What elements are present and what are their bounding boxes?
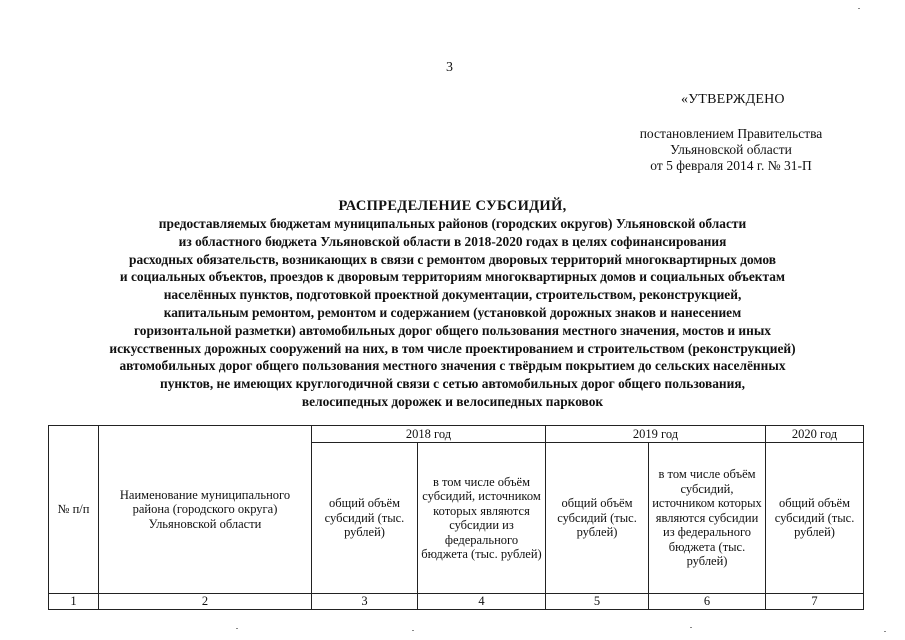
approval-line: постановлением Правительства: [639, 126, 823, 141]
document-subtitle: [60, 215, 845, 411]
column-number: 3: [312, 594, 418, 610]
total-2018-header: общий объём субсидий (тыс. рублей): [312, 443, 418, 594]
scan-speck: [858, 8, 860, 9]
scan-speck: [236, 628, 238, 629]
subtitle-line: населённых пунктов, подготовкой проектной документации, строительством, реконструкцией,: [163, 287, 742, 303]
subsidy-table: [48, 425, 864, 610]
year-2018-header: 2018 год: [312, 426, 546, 443]
column-number: 5: [546, 594, 649, 610]
scan-speck: [884, 631, 886, 632]
total-2020-header: общий объём субсидий (тыс. рублей): [766, 443, 864, 594]
col-name-header: Наименование муниципального района (городского округа) Ульяновской области: [99, 426, 312, 594]
subtitle-line: расходных обязательств, возникающих в связи с ремонтом дворовых территорий многоквартирных домов: [129, 251, 776, 267]
subtitle-line: капитальным ремонтом, ремонтом и содержанием (установкой дорожных знаков и нанесением: [163, 304, 742, 320]
federal-2018-header: в том числе объём субсидий, источником которых являются субсидии из федерального бюджета (тыс. рублей): [418, 443, 546, 594]
subtitle-line: из областного бюджета Ульяновской области в 2018-2020 годах в целях софинансирования: [178, 233, 727, 249]
column-number-row: [49, 594, 864, 610]
year-2019-header: 2019 год: [546, 426, 766, 443]
column-number: 1: [49, 594, 99, 610]
subtitle-line: велосипедных дорожек и велосипедных парковок: [301, 393, 604, 409]
scan-speck: [690, 627, 692, 628]
year-2020-header: 2020 год: [766, 426, 864, 443]
year-header-row: [49, 426, 864, 443]
total-2019-header: общий объём субсидий (тыс. рублей): [546, 443, 649, 594]
subtitle-line: автомобильных дорог общего пользования местного значения с твёрдым покрытием до сельских населённых: [119, 358, 786, 374]
subtitle-line: предоставляемых бюджетам муниципальных районов (городских округов) Ульяновской области: [158, 216, 747, 231]
subtitle-line: искусственных дорожных сооружений на них, в том числе проектированием и строительством (реконструкцией): [109, 340, 796, 356]
column-number: 2: [99, 594, 312, 610]
page-number: 3: [446, 60, 453, 75]
scan-speck: [412, 630, 414, 631]
col-num-header: № п/п: [49, 426, 99, 594]
column-number: 4: [418, 594, 546, 610]
approval-heading: «УТВЕРЖДЕНО: [681, 92, 785, 107]
column-number: 7: [766, 594, 864, 610]
approval-block: [600, 126, 862, 174]
approval-line: от 5 февраля 2014 г. № 31-П: [650, 158, 812, 173]
subtitle-line: горизонтальной разметки) автомобильных дорог общего пользования местного значения, мостов и иных: [134, 322, 771, 338]
approval-line: Ульяновской области: [670, 142, 792, 157]
document-title: РАСПРЕДЕЛЕНИЕ СУБСИДИЙ,: [338, 198, 567, 214]
column-number: 6: [649, 594, 766, 610]
subtitle-line: и социальных объектов, проездов к дворовым территориям многоквартирных домов и социальных объектам: [119, 269, 786, 285]
subtitle-line: пунктов, не имеющих круглогодичной связи с сетью автомобильных дорог общего пользования,: [160, 376, 745, 392]
federal-2019-header: в том числе объём субсидий, источником которых являются субсидии из федерального бюджета (тыс. рублей): [649, 443, 766, 594]
